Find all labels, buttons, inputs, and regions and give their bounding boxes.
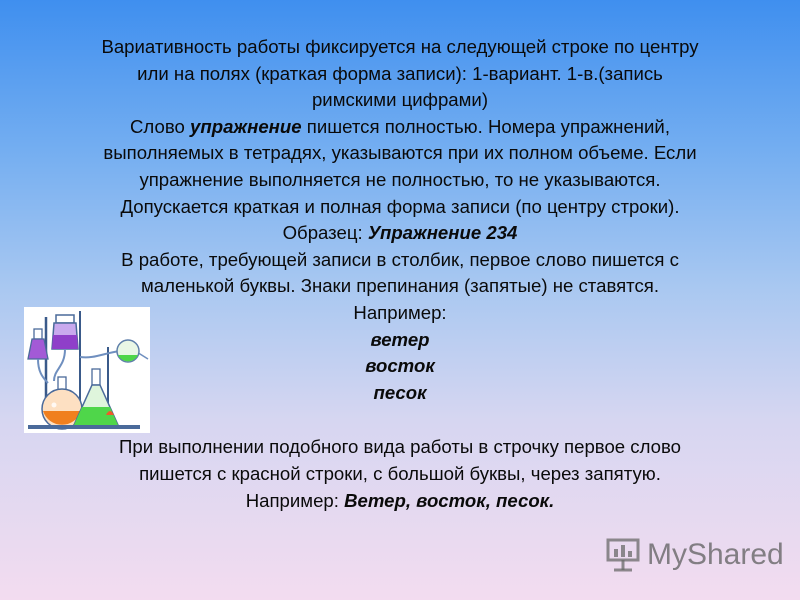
emphasis-word: упражнение bbox=[190, 115, 302, 137]
text-line: В работе, требующей записи в столбик, первое слово пишется с bbox=[121, 248, 679, 270]
slide-text bbox=[58, 34, 742, 514]
text-line: маленькой буквы. Знаки препинания (запятые) не ставятся. bbox=[140, 275, 660, 297]
text-segment: Слово bbox=[130, 115, 191, 137]
presentation-board-icon bbox=[605, 538, 641, 572]
text-line: При выполнении подобного вида работы в строчку первое слово bbox=[118, 436, 682, 458]
example-value: Ветер, восток, песок. bbox=[344, 489, 555, 511]
text-line: пишется с красной строки, с большой буквы, через запятую. bbox=[139, 462, 661, 484]
text-line: Вариативность работы фиксируется на следующей строке по центру bbox=[101, 36, 699, 57]
example-label: Например: bbox=[245, 489, 345, 511]
column-word: песок bbox=[373, 381, 427, 403]
sample-label: Образец: bbox=[282, 222, 368, 244]
column-word: ветер bbox=[370, 328, 430, 350]
spacer bbox=[58, 406, 742, 434]
text-line: выполняемых в тетрадях, указываются при их полном объеме. Если bbox=[103, 142, 697, 164]
watermark bbox=[605, 536, 784, 574]
watermark-text: MyShared bbox=[647, 538, 784, 571]
text-line: римскими цифрами) bbox=[311, 89, 489, 111]
sample-line bbox=[58, 220, 742, 247]
sample-value: Упражнение 234 bbox=[367, 222, 518, 244]
text-line bbox=[58, 114, 742, 141]
example-line bbox=[58, 488, 742, 515]
text-line: Например: bbox=[353, 301, 447, 323]
text-line: Допускается краткая и полная форма записи (по центру строки). bbox=[120, 195, 680, 217]
text-line: или на полях (краткая форма записи): 1-вариант. 1-в.(запись bbox=[137, 62, 663, 84]
column-word: восток bbox=[365, 355, 435, 377]
text-segment: пишется полностью. Номера упражнений, bbox=[301, 115, 670, 137]
chemistry-flasks-icon bbox=[24, 307, 150, 433]
text-line: упражнение выполняется не полностью, то не указываются. bbox=[139, 168, 661, 190]
